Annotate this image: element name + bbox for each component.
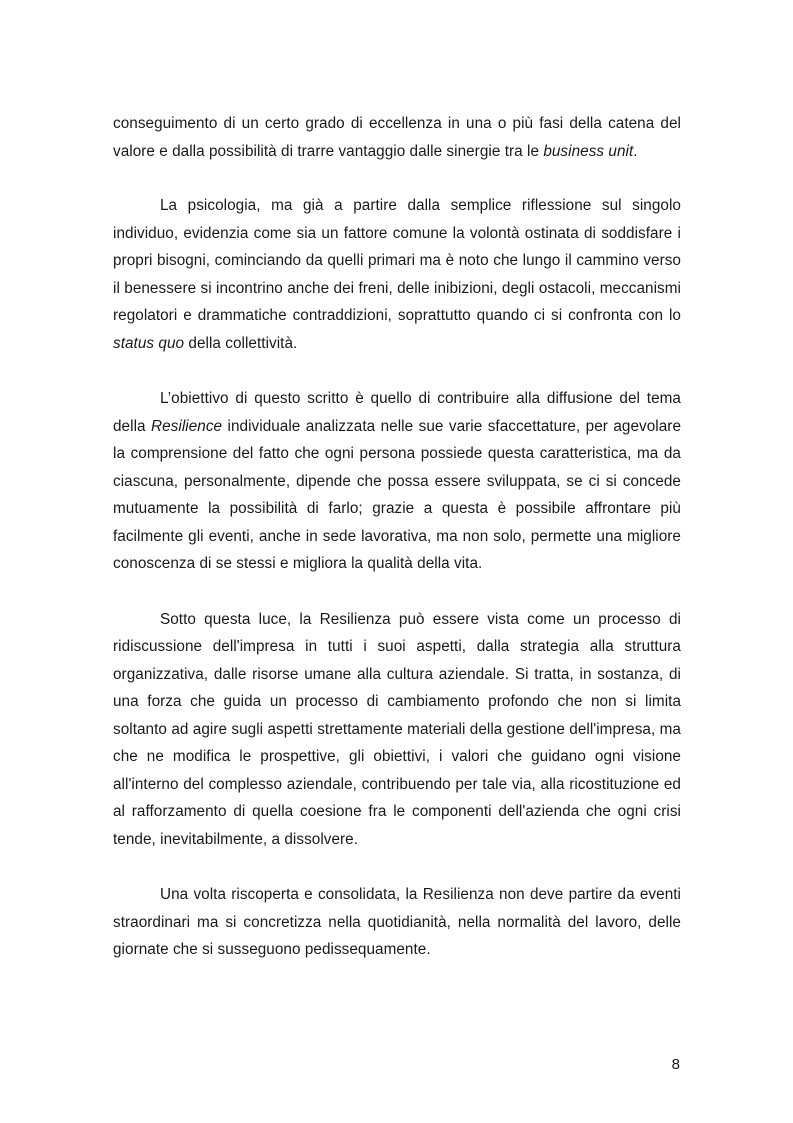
paragraph-4-text: Sotto questa luce, la Resilienza può essere vista come un processo di ridiscussione dell'impresa in tutti i suoi aspetti, dalla strategia alla struttura organizzativa, dalle risorse umane alla cultura aziendale. Si tratta, in sostanza, di una forza che guida un processo di cambiamento profondo che non si limita soltanto ad agire sugli aspetti strettamente materiali della gestione dell'impresa, ma che ne modifica le prospettive, gli obiettivi, i valori che guidano ogni visione all'interno del complesso aziendale, contribuendo per tale via, alla ricostituzione ed al rafforzamento di quella coesione fra le componenti dell'azienda che ogni crisi tende, inevitabilmente, a dissolvere. bbox=[113, 610, 681, 848]
paragraph-3-text-b: individuale analizzata nelle sue varie sfaccettature, per agevolare la comprensione del fatto che ogni persona possiede questa caratteristica, ma da ciascuna, personalmente, dipende che possa essere sviluppata, se ci si concede mutuamente la possibilità di farlo; grazie a questa è possibile affrontare più facilmente gli eventi, anche in sede lavorativa, ma non solo, permette una migliore conoscenza di se stessi e migliora la qualità della vita. bbox=[113, 417, 682, 572]
paragraph-2-italic-status-quo: status quo bbox=[113, 334, 185, 352]
paragraph-1-text-b: . bbox=[633, 142, 638, 160]
paragraph-1-text-a: conseguimento di un certo grado di eccellenza in una o più fasi della catena del valore e dalla possibilità di trarre vantaggio dalle sinergie tra le bbox=[113, 115, 681, 160]
paragraph-1-italic-business-unit: business unit bbox=[543, 142, 634, 160]
paragraph-4 bbox=[113, 606, 681, 854]
paragraph-5-text: Una volta riscoperta e consolidata, la Resilienza non deve partire da eventi straordinari ma si concretizza nella quotidianità, nella normalità del lavoro, delle giornate che si susseguono pedissequamente. bbox=[113, 886, 681, 958]
paragraph-3-text-a: L’obiettivo di questo scritto è quello di contribuire alla diffusione del tema della bbox=[113, 390, 681, 435]
paragraph-1 bbox=[113, 110, 681, 165]
paragraph-2-text-b: della collettività. bbox=[184, 334, 298, 352]
paragraph-2-text-a: La psicologia, ma già a partire dalla semplice riflessione sul singolo individuo, evidenzia come sia un fattore comune la volontà ostinata di soddisfare i propri bisogni, cominciando da quelli primari ma è noto che lungo il cammino verso il benessere si incontrino anche dei freni, delle inibizioni, degli ostacoli, meccanismi regolatori e drammatiche contraddizioni, soprattutto quando ci si confronta con lo bbox=[113, 197, 681, 324]
page-number: 8 bbox=[671, 1056, 680, 1073]
document-body bbox=[113, 110, 681, 991]
paragraph-2 bbox=[113, 192, 681, 357]
paragraph-3-italic-resilience: Resilience bbox=[151, 417, 223, 435]
paragraph-5 bbox=[113, 881, 681, 964]
paragraph-3 bbox=[113, 385, 681, 578]
